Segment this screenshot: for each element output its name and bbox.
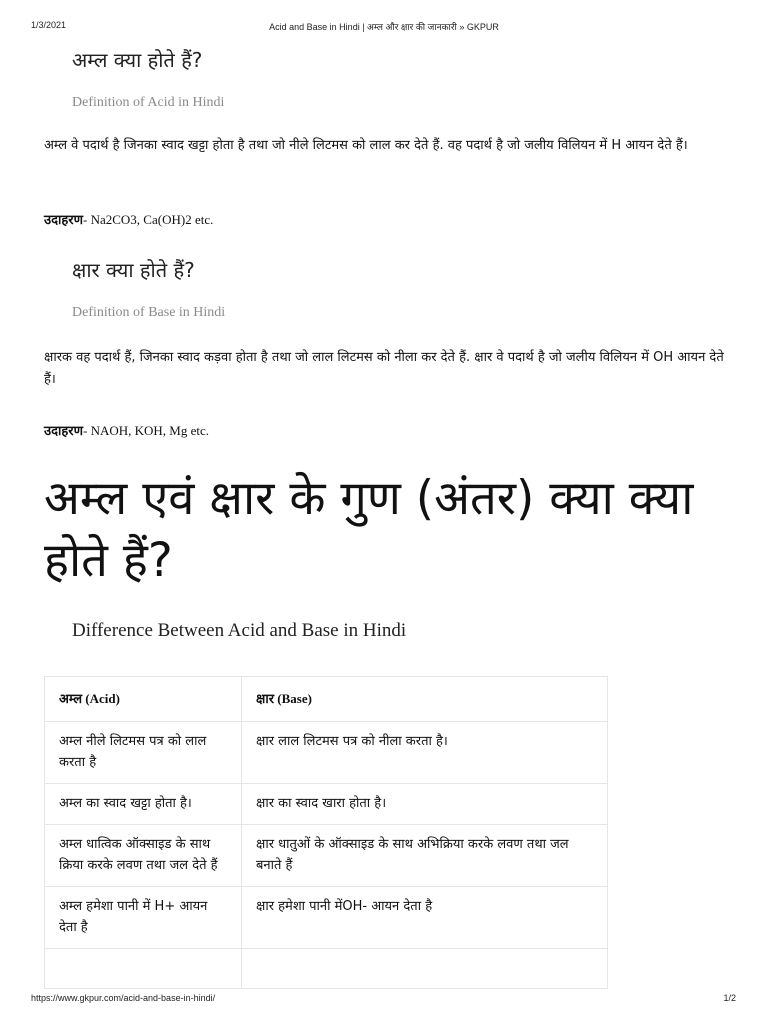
cell-acid: अम्ल धात्विक ऑक्साइड के साथ क्रिया करके लवण तथा जल देते हैं [45,825,242,887]
table-row [45,949,608,989]
header-base: क्षार (Base) [242,677,608,722]
cell-acid: अम्ल का स्वाद खट्टा होता है। [45,784,242,825]
table-row [45,722,608,784]
cell-base: क्षार का स्वाद खारा होता है। [242,784,608,825]
cell-acid: अम्ल हमेशा पानी में H+ आयन देता है [45,887,242,949]
acid-example-label: उदाहरण [44,213,84,228]
print-date: 1/3/2021 [31,20,67,30]
base-example-label: उदाहरण [44,424,84,439]
cell-acid [45,949,242,989]
acid-example-value: - Na2CO3, Ca(OH)2 etc. [83,212,214,227]
table-header-row [45,677,608,722]
page-number: 1/2 [723,993,736,1003]
base-subheading: Definition of Base in Hindi [72,305,226,320]
cell-base: क्षार लाल लिटमस पत्र को नीला करता है। [242,722,608,784]
page-url: https://www.gkpur.com/acid-and-base-in-hindi/ [31,993,216,1003]
base-example-value: - NAOH, KOH, Mg etc. [83,423,210,438]
table-row [45,825,608,887]
base-paragraph: क्षारक वह पदार्थ हैं, जिनका स्वाद कड़वा होता है तथा जो लाल लिटमस को नीला कर देते हैं. क्षार वे पदार्थ है जो जलीय विलियन में OH आयन देते हैं। [44,350,724,387]
cell-acid: अम्ल नीले लिटमस पत्र को लाल करता है [45,722,242,784]
cell-base [242,949,608,989]
table-row [45,887,608,949]
acid-paragraph: अम्ल वे पदार्थ है जिनका स्वाद खट्टा होता है तथा जो नीले लिटमस को लाल कर देते हैं. वह पदार्थ है जो जलीय विलियन में H आयन देते हैं। [44,138,688,153]
acid-subheading: Definition of Acid in Hindi [72,95,225,110]
difference-heading: अम्ल एवं क्षार के गुण (अंतर) क्या क्या होते हैं? [44,471,694,588]
print-footer [0,993,768,1007]
print-header [0,20,768,34]
cell-base: क्षार हमेशा पानी मेंOH- आयन देता है [242,887,608,949]
acid-heading: अम्ल क्या होते हैं? [72,48,203,72]
difference-subheading: Difference Between Acid and Base in Hindi [72,620,407,641]
base-heading: क्षार क्या होते हैं? [72,258,195,282]
header-acid: अम्ल (Acid) [45,677,242,722]
acid-example [44,210,213,228]
table-row [45,784,608,825]
base-example [44,421,209,439]
cell-base: क्षार धातुओं के ऑक्साइड के साथ अभिक्रिया करके लवण तथा जल बनाते हैं [242,825,608,887]
comparison-table [44,676,608,989]
page-title: Acid and Base in Hindi | अम्ल और क्षार की जानकारी » GKPUR [269,22,499,32]
